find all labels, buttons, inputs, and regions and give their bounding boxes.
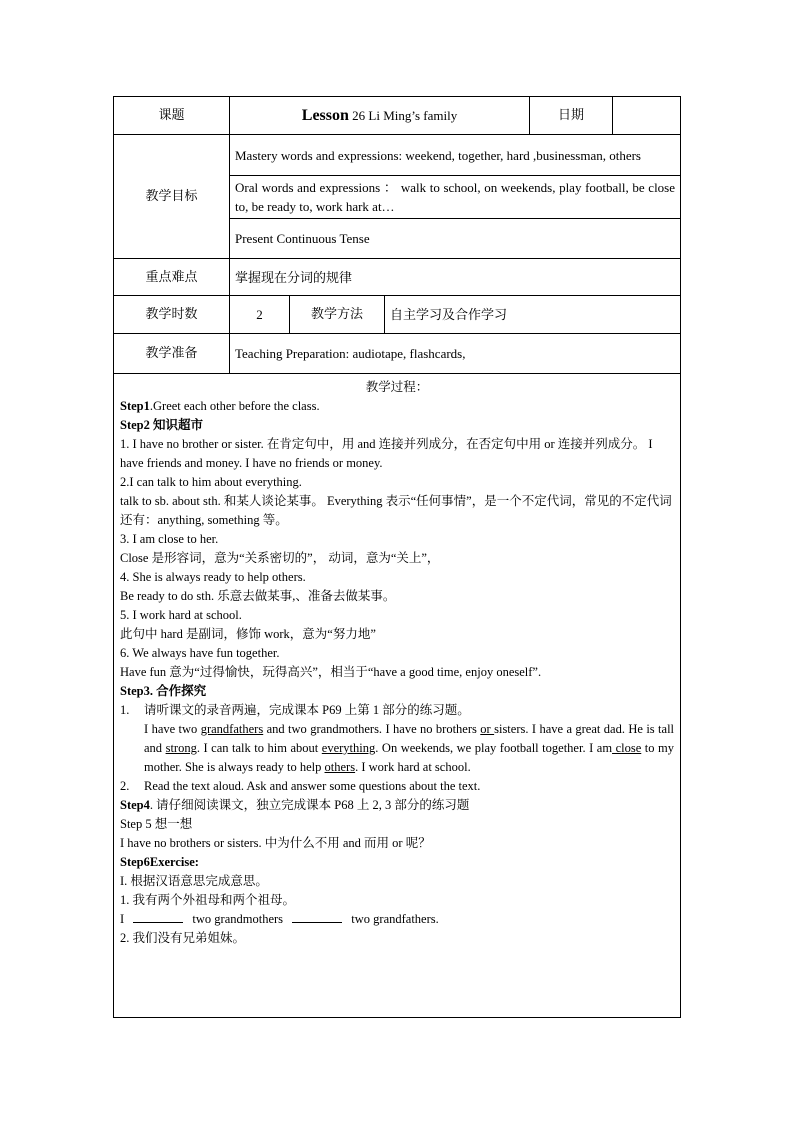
method-label: 教学方法 <box>290 296 385 334</box>
topic-label: 课题 <box>114 97 230 135</box>
answer-grandfathers: grandfathers <box>200 722 264 736</box>
preparation-label: 教学准备 <box>114 334 230 374</box>
key-points-row <box>114 259 681 296</box>
step2-line-5: Close 是形容词，意为“关系密切的”， 动词，意为“关上”， <box>120 551 440 565</box>
process-heading: 教学过程： <box>365 380 429 394</box>
key-points-label: 重点难点 <box>114 259 230 296</box>
step5-text: I have no brothers or sisters. 中为什么不用 and 而用 or 呢？ <box>120 836 431 850</box>
step3-item-1: 1. 请听课文的录音两遍，完成课本 P69 上第 1 部分的练习题。 <box>120 703 470 717</box>
hours-value: 2 <box>230 296 290 334</box>
answer-strong: strong <box>165 741 197 755</box>
preparation-row <box>114 334 681 374</box>
lesson-title <box>230 97 530 135</box>
step2-line-9: 此句中 hard 是副词，修饰 work，意为“努力地” <box>120 627 376 641</box>
step5-title: Step 5 想一想 <box>120 817 193 831</box>
preparation-value: Teaching Preparation: audiotape, flashcards, <box>230 334 681 374</box>
step2-line-4: 3. I am close to her. <box>120 532 219 546</box>
step6-title: Step6Exercise: <box>120 855 199 869</box>
method-value: 自主学习及合作学习 <box>385 296 681 334</box>
step2-line-2: 2.I can talk to him about everything. <box>120 475 302 489</box>
step2-line-1: 1. I have no brother or sister. 在肯定句中，用 and 连接并列成分，在否定句中用 or 连接并列成分。 I have friends and money. I have no friends or money. <box>120 437 653 470</box>
lesson-name: 26 Li Ming’s family <box>348 108 458 123</box>
answer-everything: everything <box>321 741 376 755</box>
hours-row <box>114 296 681 334</box>
answer-close: close <box>612 741 642 755</box>
exercise-1: 1. 我有两个外祖母和两个祖母。 <box>120 893 296 907</box>
step1: Step1.Greet each other before the class. <box>120 399 320 413</box>
step2-line-7: Be ready to do sth. 乐意去做某事,、准备去做某事。 <box>120 589 396 603</box>
objective-item-1: Mastery words and expressions: weekend, together, hard ,businessman, others <box>230 135 681 176</box>
date-value <box>613 97 681 135</box>
exercise-heading: I. 根据汉语意思完成意思。 <box>120 874 268 888</box>
objectives-row-1 <box>114 135 681 176</box>
step2-line-3: talk to sb. about sth. 和某人谈论某事。 Everything 表示“任何事情”，是一个不定代词，常见的不定代词还有：anything, something 等。 <box>120 494 672 527</box>
header-row <box>114 97 681 135</box>
step2-line-10: 6. We always have fun together. <box>120 646 280 660</box>
lesson-table <box>113 96 681 1018</box>
exercise-2: 2. 我们没有兄弟姐妹。 <box>120 931 246 945</box>
step3-passage: I have two grandfathers and two grandmothers. I have no brothers or sisters. I have a great dad. He is tall and strong. I can talk to him about everything. On weekends, we play football together. I am close to my mother. She is always ready to help others. I work hard at school. <box>144 722 675 774</box>
answer-or: or <box>480 722 495 736</box>
teaching-process <box>114 374 681 1018</box>
hours-label: 教学时数 <box>114 296 230 334</box>
blank-1 <box>133 910 183 923</box>
objective-item-2: Oral words and expressions ： walk to school, on weekends, play football, be close to, be ready to, work hark at… <box>230 176 681 219</box>
objectives-label: 教学目标 <box>114 135 230 259</box>
lesson-word: Lesson <box>301 107 349 124</box>
step2-title: Step2 知识超市 <box>120 418 203 432</box>
step2-line-8: 5. I work hard at school. <box>120 608 242 622</box>
step3-title: Step3. 合作探究 <box>120 684 207 698</box>
step2-line-6: 4. She is always ready to help others. <box>120 570 306 584</box>
step3-item-2: 2. Read the text aloud. Ask and answer some questions about the text. <box>120 779 481 793</box>
step2-line-11: Have fun 意为“过得愉快，玩得高兴”，相当于“have a good time, enjoy oneself”. <box>120 665 542 679</box>
process-row <box>114 374 681 1018</box>
step4: Step4. 请仔细阅读课文，独立完成课本 P68 上 2, 3 部分的练习题 <box>120 798 470 812</box>
key-points-value: 掌握现在分词的规律 <box>230 259 681 296</box>
date-label: 日期 <box>530 97 613 135</box>
objective-item-3: Present Continuous Tense <box>230 219 681 259</box>
answer-others: others <box>324 760 356 774</box>
lesson-plan <box>113 96 680 1018</box>
blank-2 <box>292 910 342 923</box>
exercise-1-answer: I two grandmothers two grandfathers. <box>120 912 439 926</box>
